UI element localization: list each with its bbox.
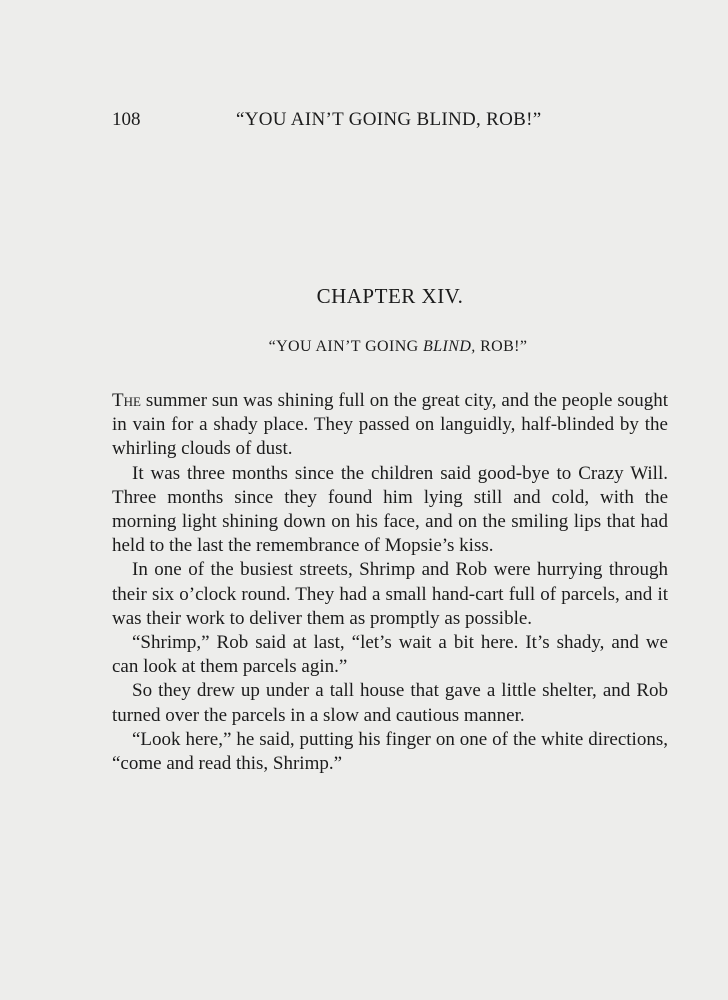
page-number: 108 xyxy=(112,109,141,130)
chapter-subtitle-emphasis: BLIND, xyxy=(423,338,476,355)
paragraph-3: In one of the busiest streets, Shrimp and Rob were hurrying through their six o’clock round. They had a small hand-cart full of parcels, and it was their work to deliver them as promptly as possible. xyxy=(112,559,668,629)
chapter-subtitle xyxy=(0,338,728,356)
paragraph-1-lead: The xyxy=(112,390,141,411)
running-title: “YOU AIN’T GOING BLIND, ROB!” xyxy=(236,109,542,130)
paragraph-1-rest: summer sun was shining full on the great city, and the people sought in vain for a shady place. They passed on languidly, half-blinded by the whirling clouds of dust. xyxy=(112,390,668,460)
body-text xyxy=(112,389,668,776)
chapter-title: CHAPTER XIV. xyxy=(316,284,464,308)
paragraph-6: “Look here,” he said, putting his finger on one of the white directions, “come and read this, Shrimp.” xyxy=(112,728,668,775)
chapter-subtitle-before: “YOU AIN’T GOING xyxy=(268,338,424,355)
paragraph-2: It was three months since the children said good-bye to Crazy Will. Three months since they found him lying still and cold, with the morning light shining down on his face, and on the smiling lips that had held to the last the remembrance of Mopsie’s kiss. xyxy=(112,462,668,557)
paragraph-4: “Shrimp,” Rob said at last, “let’s wait a bit here. It’s shady, and we can look at them parcels agin.” xyxy=(112,632,668,678)
chapter-subtitle-after: ROB!” xyxy=(475,338,528,355)
paragraph-1 xyxy=(112,389,668,462)
paragraph-5: So they drew up under a tall house that gave a little shelter, and Rob turned over the parcels in a slow and cautious manner. xyxy=(112,680,668,726)
